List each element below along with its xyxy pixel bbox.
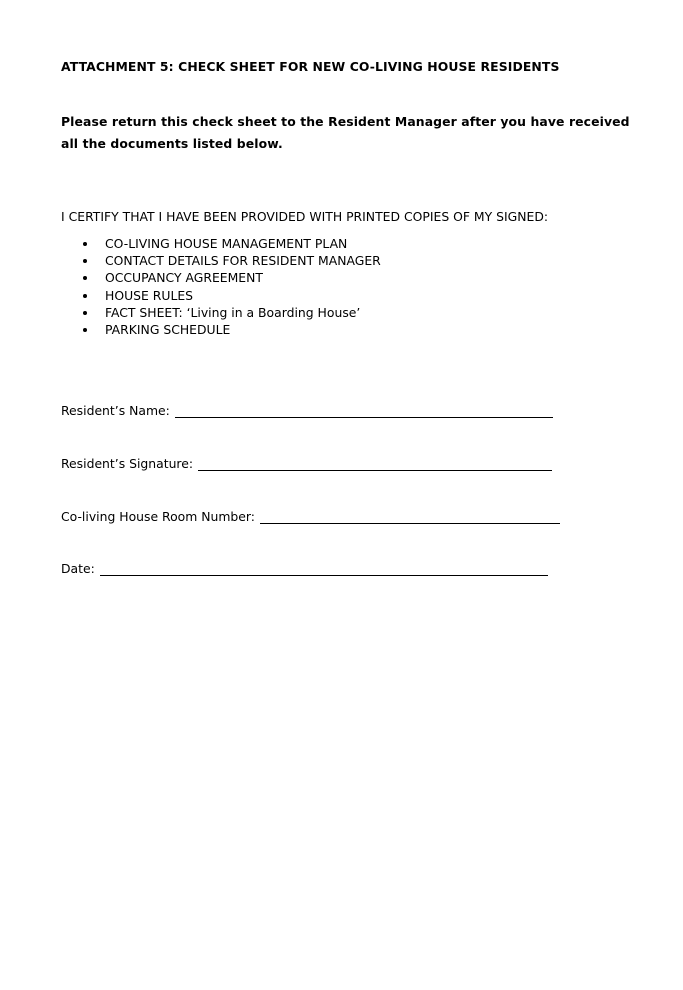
bullet-icon bbox=[83, 328, 87, 332]
checklist-item-management-plan bbox=[83, 235, 381, 252]
checklist-item-house-rules bbox=[83, 287, 381, 304]
bullet-icon bbox=[83, 294, 87, 298]
resident-name-label: Resident’s Name: bbox=[61, 403, 170, 418]
checklist-item-occupancy-agreement bbox=[83, 269, 381, 286]
resident-signature-label: Resident’s Signature: bbox=[61, 456, 194, 471]
resident-signature-field bbox=[61, 456, 552, 471]
checklist-item-label: HOUSE RULES bbox=[105, 287, 194, 303]
room-number-field bbox=[61, 509, 560, 524]
bullet-icon bbox=[83, 259, 87, 263]
date-label: Date: bbox=[61, 561, 95, 576]
bullet-icon bbox=[83, 276, 87, 280]
return-instructions-line-2: all the documents listed below. bbox=[61, 136, 283, 151]
return-instructions-line-1: Please return this check sheet to the Resident Manager after you have received bbox=[61, 114, 630, 129]
resident-name-field bbox=[61, 403, 553, 418]
date-field bbox=[61, 561, 548, 576]
checklist-item-parking-schedule bbox=[83, 321, 381, 338]
attachment-heading: ATTACHMENT 5: CHECK SHEET FOR NEW CO-LIVING HOUSE RESIDENTS bbox=[61, 59, 560, 74]
room-number-blank[interactable] bbox=[260, 510, 560, 524]
date-blank[interactable] bbox=[100, 562, 548, 576]
checklist-item-label: FACT SHEET: ‘Living in a Boarding House’ bbox=[105, 304, 361, 320]
checklist-item-label: OCCUPANCY AGREEMENT bbox=[105, 270, 263, 286]
resident-signature-blank[interactable] bbox=[198, 457, 552, 471]
checklist-item-label: CO-LIVING HOUSE MANAGEMENT PLAN bbox=[105, 236, 348, 251]
resident-name-blank[interactable] bbox=[175, 404, 553, 418]
checklist-item-label: CONTACT DETAILS FOR RESIDENT MANAGER bbox=[105, 253, 381, 269]
room-number-label: Co-living House Room Number: bbox=[61, 509, 255, 524]
bullet-icon bbox=[83, 242, 87, 246]
document-checklist bbox=[83, 235, 381, 338]
bullet-icon bbox=[83, 311, 87, 315]
certification-statement: I CERTIFY THAT I HAVE BEEN PROVIDED WITH PRINTED COPIES OF MY SIGNED: bbox=[61, 209, 549, 224]
checklist-item-fact-sheet bbox=[83, 304, 381, 321]
checklist-item-label: PARKING SCHEDULE bbox=[105, 321, 231, 337]
checklist-item-contact-details bbox=[83, 252, 381, 269]
return-instructions bbox=[61, 111, 641, 155]
